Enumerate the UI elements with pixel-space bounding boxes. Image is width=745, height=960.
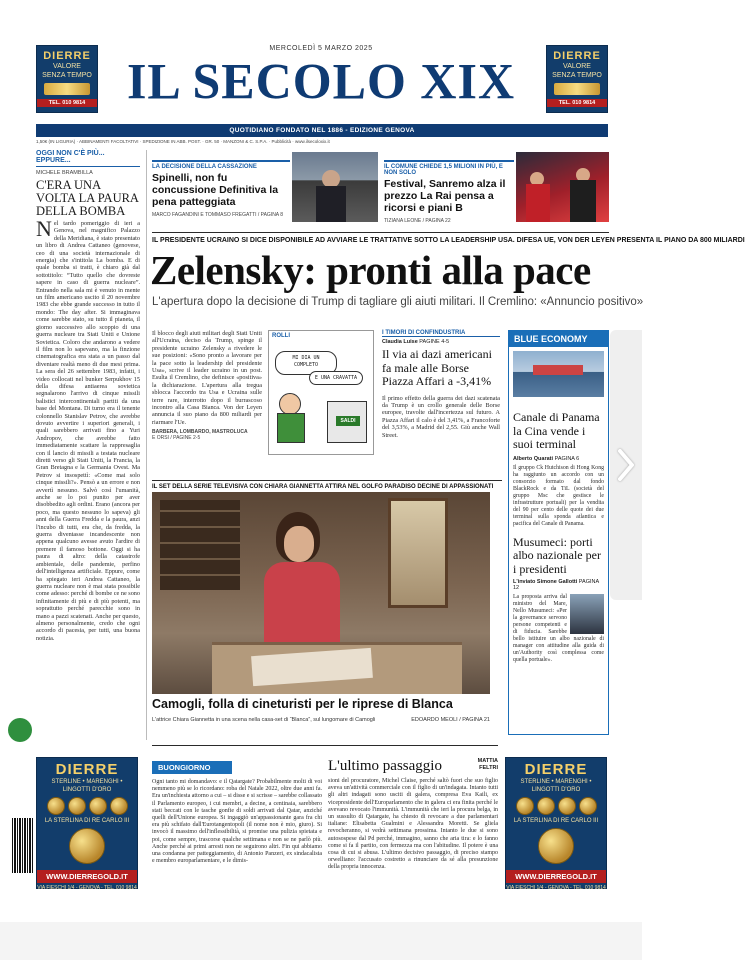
ad-brand: DIERRE — [553, 50, 601, 62]
photo-story-caption-text: L'attrice Chiara Giannetta in una scena nella casa-set di “Blanca”, sul lungomare di Camogli — [152, 717, 376, 723]
photo-story-title[interactable]: Camogli, folla di cineturisti per le riprese di Blanca — [152, 697, 453, 711]
ad-sub: LA STERLINA DI RE CARLO III — [513, 818, 599, 824]
passaggio-column — [328, 757, 498, 906]
spinelli-photo — [292, 152, 378, 222]
pefc-logo-icon — [8, 718, 32, 742]
cartoon-sign: SALDI — [336, 416, 360, 426]
blanca-set-photo[interactable] — [152, 492, 490, 694]
gold-coin-icon — [110, 797, 128, 815]
gold-coin-icon — [89, 797, 107, 815]
passaggio-author-last: FELTRI — [479, 764, 498, 771]
ad-address: VIA FIESCHI 1/4 - GENOVA - TEL. 010 9814 — [37, 885, 137, 891]
ad-dierre-top-left[interactable] — [36, 45, 98, 113]
economy-body: Il primo effetto della guerra dei dazi scatenata da Trump è un crollo generale delle Borse europee, travolte dall'incertezza sul futuro. A Piazza Affari il calo è del 3,41%, a Francoforte del 3,53%, a Madrid del 2,55. Giù anche Wall Street. — [382, 394, 500, 439]
ad-dierre-top-right[interactable] — [546, 45, 608, 113]
panama-body: Il gruppo Ck Hutchison di Hong Kong ha raggiunto un accordo con un consorzio formato dal fondo BlackRock e da TiL (società del gruppo Msc che gestisce le infrastrutture portuali) per la vendita del 90 per cento delle quote dei due terminal sulla sponda atlantica e pacifica del Canale di Panama. — [513, 464, 604, 527]
gold-coin-icon — [47, 797, 65, 815]
economy-title: Il via ai dazi americani fa male alle Borse Piazza Affari a -3,41% — [382, 347, 492, 388]
cartoon-shop — [327, 401, 367, 443]
passaggio-author-first: MATTIA — [477, 758, 498, 764]
cartoon-figure-head — [279, 393, 301, 415]
buongiorno-body: Ogni tanto mi domandavo: e il Qatargate? Probabilmente molti di voi nemmeno più se lo ricordano: roba del Natale 2022, oltre due anni fa. Era un'inchiesta attorno a cui – si disse e si scrisse – sarebbe collassato il Parlamento europeo, i cui membri, a decine, a centinaia, sarebbero stati beccati con le tasche gonfie di soldi arrivati dal Qatar, anziché quelli dell'Unione europea. Si ingaggiò un'appassionante gara fra chi era più schifato dall'Eurotangentopoli (il nome non è mio, giuro). Si invocò il massimo dell'inflessibilità, si promise una pulizia spietata e poi, come sempre, trascorse qualche settimana e non se ne parlò più. Anche perché ai primi arresti non ne seguirono altri. Fin qui abbiamo una condanna per patteggiamento, di Antonio Panzeri, ex sindacalista e membro europarlamentare, e le dimis- — [152, 779, 322, 865]
economy-article[interactable] — [382, 330, 500, 439]
musumeci-photo — [570, 594, 604, 634]
actress-face — [284, 526, 314, 562]
window — [388, 498, 448, 608]
ad-url: WWW.DIERREGOLD.IT — [37, 870, 137, 883]
economy-author-pages: PAGINE 4-5 — [419, 339, 450, 345]
ad-phone: TEL. 010 9814 — [37, 99, 97, 107]
passaggio-body: sioni del procuratore, Michel Claise, perché saltò fuori che suo figlio aveva un'attività commerciale con il figlio di un'indagata. Intanto tutti gli altri indagati sono usciti di galera, compresa Eva Kaili, ex vicepresidente dell'Europarlamento che in galera ci era finita perché le avevano revocato l'immunità. L'immunità che ieri la procura belga, in un sussulto di Qatargate, ha chiesto di revocare a due parlamentari italiane: Elisabetta Gualmini e Alessandra Moretti. Se gliela revocheranno, si vedrà settimana prossima. Intanto le due si sono autosospese dal Pd perché, immagino, sanno che aria tira: e lo fanno come si fa il partito, con fermezza ma con l'abitudine. Il potere è una cosa di cui si abusa. L'ultimo decisivo passaggio, di preciso stampo orwelliano: l'accusato costretto a rinunciare da sé alla presunzione della propria innocenza. — [328, 778, 498, 871]
musumeci-envoy-pages: PAGINA 12 — [513, 579, 599, 591]
editorial-column — [36, 150, 140, 218]
photo-story-kicker: IL SET DELLA SERIE TELEVISIVA CON CHIARA GIANNETTA ATTIRA NEL GOLFO PARADISO DECINE DI APPASSIONATI — [152, 480, 502, 490]
actress-sweater — [264, 562, 340, 652]
teaser-kicker: LA DECISIONE DELLA CASSAZIONE — [152, 160, 290, 170]
passaggio-title[interactable]: L'ultimo passaggio — [328, 758, 442, 774]
ad-brand: DIERRE — [524, 761, 588, 778]
ad-slogan-2: SENZA TEMPO — [552, 72, 602, 79]
ad-brand: DIERRE — [55, 761, 119, 778]
founded-banner: QUOTIDIANO FONDATO NEL 1886 - EDIZIONE GENOVA — [36, 124, 608, 137]
lead-pages: E ORSI / PAGINE 2-5 — [152, 435, 201, 442]
sovereign-coin-icon — [538, 828, 574, 864]
gold-coins-row — [506, 797, 606, 815]
musumeci-envoy: L'inviato Simone Gallotti — [513, 579, 578, 585]
gold-coin-icon — [516, 797, 534, 815]
lead-topline: IL PRESIDENTE UCRAINO SI DICE DISPONIBILE AD AVVIARE LE TRATTATIVE SOTTO LA LEADERSHIP USA. DIFESA UE, VON DER LEYEN PRESENTA IL PIANO DA 800 MILIARDI — [152, 237, 745, 244]
gold-coin-icon — [68, 797, 86, 815]
drop-cap: N — [36, 216, 52, 241]
sanremo-photo — [516, 152, 609, 222]
editorial-section-label: OGGI NON C'È PIÙ... EPPURE... — [36, 150, 140, 167]
ad-slogan-1: VALORE — [53, 63, 81, 70]
gold-ingots-image — [44, 83, 90, 95]
gold-coin-icon — [579, 797, 597, 815]
gold-ingots-image — [554, 83, 600, 95]
editorial-text: el tardo pomeriggio di ieri a Genova, nel magnifico Palazzo della Meridiana, è stato presentato un libro di Andrea Cattaneo (genovese, ceo di una società internazionale di energia) che s'intitola La bomba. E di quale bomba si tratti, è chiaro già dal sottotitolo: “Tutto quello che dovreste sapere in caso di guerra nucleare”. Entrando nella sala mi è venuto in mente un film americano uscito il 20 novembre 1983 che ebbe grande successo in tutto il mondo: The day after. Si immaginava come sarebbe stato, su tutto il pianeta, il giorno successivo allo scoppio di una guerra nucleare tra Stati Uniti e Unione Sovietica. Coloro che andarono a vedere il film non lo sapevano, ma la finzione cinematografica era stata a un passo dal diventare realtà meno di due mesi prima. La sera del 26 settembre 1983, infatti, i video collocati nel bunker Serpukhov 15 della difesa antiaerea sovietica segnalarono l'arrivo di cinque missili balistici intercontinentali partiti da una base del Montana. Di turno era il tenente colonnello Stanislav Petrov, che avrebbe dovuto avvertire i superiori generali, i quali sarebbero arrivati fino a Yuri Andropov, che avrebbe fatto immediatamente scattare la rappresaglia con il lancio di missili a testata nucleare diretti verso gli Stati Uniti, la Francia, la Gran Bretagna e la Germania Ovest. Ma Petrov si insospettì: «Come mai solo cinque missili?». Pensò a un errore e non avvertì nessuno. Salvò così l'umanità, anche se lo poi punito per aver disobbedito agli ordini. Erano (ancora per poco, ma questo nessuno lo sapeva) gli anni della Guerra Fredda e la paura, anzi l'incubo di tutti, era che, da fredda, la guerra diventasse incandescente non appena qualcuno avesse avuto l'ardire di premere il famoso bottone. Oggi si ha paura di altro: della catastrofe ambientale, delle pandemie, perfino dell'intelligenza artificiale. Eppure, come ha spiegato ieri Andrea Cattaneo, la guerra nucleare non è mai stata possibile come adesso: perché di bombe ce ne sono infinitamente di più e di più potenti, ma soprattutto perché parecchie sono in mano a pazzi scatenati. Anche per questo, almeno personalmente, credo che ogni accordo di pacesia, per tutti, una buona notizia. — [36, 220, 140, 642]
teaser-title: Spinelli, non fu concussione Definitiva la pena patteggiata — [152, 172, 279, 208]
panama-title[interactable]: Canale di Panama la Cina vende i suoi terminal — [513, 410, 600, 451]
ad-dierre-bottom-left[interactable] — [36, 757, 138, 889]
ad-phone: TEL. 010 9814 — [547, 99, 607, 107]
musumeci-title[interactable]: Musumeci: porti albo nazionale per i presidenti — [513, 534, 601, 576]
sovereign-coin-icon — [69, 828, 105, 864]
teaser-sanremo[interactable] — [384, 160, 514, 224]
economy-author: Claudia Luise — [382, 339, 418, 345]
viewer-bottom-bar — [0, 922, 642, 960]
lead-body: Il blocco degli aiuti militari degli Stati Uniti all'Ucraina, deciso da Trump, spinge il presidente ucraino Zelensky a rivedere le sue posizioni: «Sono pronto a lavorare per la pace sotto la leadership del presidente Usa», scrive il leader ucraino in un post. Esulta il Cremlino, che definisce «positiva» la dichiarazione. L'apertura alla tregua sblocca l'accordo tra Usa e Ucraina sulle terre rare, interrotto dopo il burrascoso incontro alla Casa Bianca. Von der Leyen annuncia il suo piano da 800 miliardi per riarmare l'Ue. — [152, 330, 262, 426]
price-line: 1,50€ (IN LIGURIA) · ABBINAMENTI FACOLTATIVI · SPEDIZIONE IN ABB. POST. · GR. 50 · MANZONI & C. S.P.A. · Pubblicità · www.ilsecoloxix.it — [36, 139, 330, 144]
editorial-title[interactable]: C'ERA UNA VOLTA LA PAURA DELLA BOMBA — [36, 178, 139, 218]
speech-bubble-2 — [309, 371, 363, 385]
buongiorno-label: BUONGIORNO — [152, 761, 232, 774]
buongiorno-column — [152, 757, 322, 909]
lead-headline[interactable]: Zelensky: pronti alla pace — [150, 247, 591, 293]
photo-story-byline: EDOARDO MEOLI / PAGINA 21 — [411, 717, 490, 723]
teaser-cassazione[interactable] — [152, 160, 290, 218]
photo-story-caption — [152, 717, 490, 723]
teaser-title: Festival, Sanremo alza il prezzo La Rai pensa a ricorsi e piani B — [384, 178, 506, 214]
teaser-byline: TIZIANA LEONE / PAGINA 22 — [384, 218, 451, 224]
teaser-byline: MARCO FAGANDINI E TOMMASO FREGATTI / PAGINA 8 — [152, 212, 284, 218]
panama-author: Alberto Quarati — [513, 455, 554, 462]
teaser-kicker: IL COMUNE CHIEDE 1,5 MILIONI IN PIÙ, E NON SOLO — [384, 160, 514, 176]
barcode-image — [12, 818, 34, 873]
bubble-text-2: E UNA CRAVATTA — [314, 375, 358, 381]
rolli-cartoon — [268, 330, 374, 455]
ad-products: STERLINE • MARENGHI • LINGOTTI D'ORO — [520, 779, 592, 793]
editorial-author: MICHELE BRAMBILLA — [36, 170, 93, 176]
ad-address: VIA FIESCHI 1/4 - GENOVA - TEL. 010 9814 — [506, 885, 606, 891]
blue-economy-header: BLUE ECONOMY — [509, 331, 608, 347]
ad-slogan-1: VALORE — [563, 63, 591, 70]
bubble-text-1: MI DIA UN COMPLETO — [292, 355, 320, 368]
blue-economy-box — [508, 330, 609, 735]
editorial-body — [36, 216, 140, 740]
chevron-right-icon — [617, 448, 635, 482]
masthead-title: IL SECOLO XIX — [126, 52, 516, 110]
ad-slogan-2: SENZA TEMPO — [42, 72, 92, 79]
panama-author-pages: PAGINA 6 — [554, 455, 580, 462]
gold-coin-icon — [558, 797, 576, 815]
economy-kicker: I TIMORI DI CONFINDUSTRIA — [382, 330, 500, 337]
lead-byline: BARBERA, LOMBARDO, MASTROLUCA — [152, 429, 248, 436]
next-page-button[interactable] — [610, 330, 642, 600]
lead-subhead: L'apertura dopo la decisione di Trump di tagliare gli aiuti militari. Il Cremlino: «Annuncio positivo» — [152, 296, 644, 308]
ad-sub: LA STERLINA DI RE CARLO III — [44, 818, 130, 824]
ad-brand: DIERRE — [43, 50, 91, 62]
ad-dierre-bottom-right[interactable] — [505, 757, 607, 889]
panama-canal-photo — [513, 351, 604, 397]
musumeci-body: La proposta arriva dal ministro del Mare, Nello Musumeci: «Per la governance servono persone competenti e di fiducia. Sarebbe bello istituire un albo nazionale di manager con attitudine alla guida di un'Authority così complessa come quella portuale». — [513, 594, 604, 663]
cartoon-figure-body — [277, 413, 305, 443]
ad-url: WWW.DIERREGOLD.IT — [506, 870, 606, 883]
cartoon-author: ROLLI — [272, 333, 290, 339]
gold-coin-icon — [537, 797, 555, 815]
ad-products: STERLINE • MARENGHI • LINGOTTI D'ORO — [51, 779, 123, 793]
gold-coins-row — [37, 797, 137, 815]
issue-date: MERCOLEDÌ 5 MARZO 2025 — [269, 45, 373, 52]
bookshelf — [160, 500, 240, 590]
lead-article — [152, 330, 262, 441]
